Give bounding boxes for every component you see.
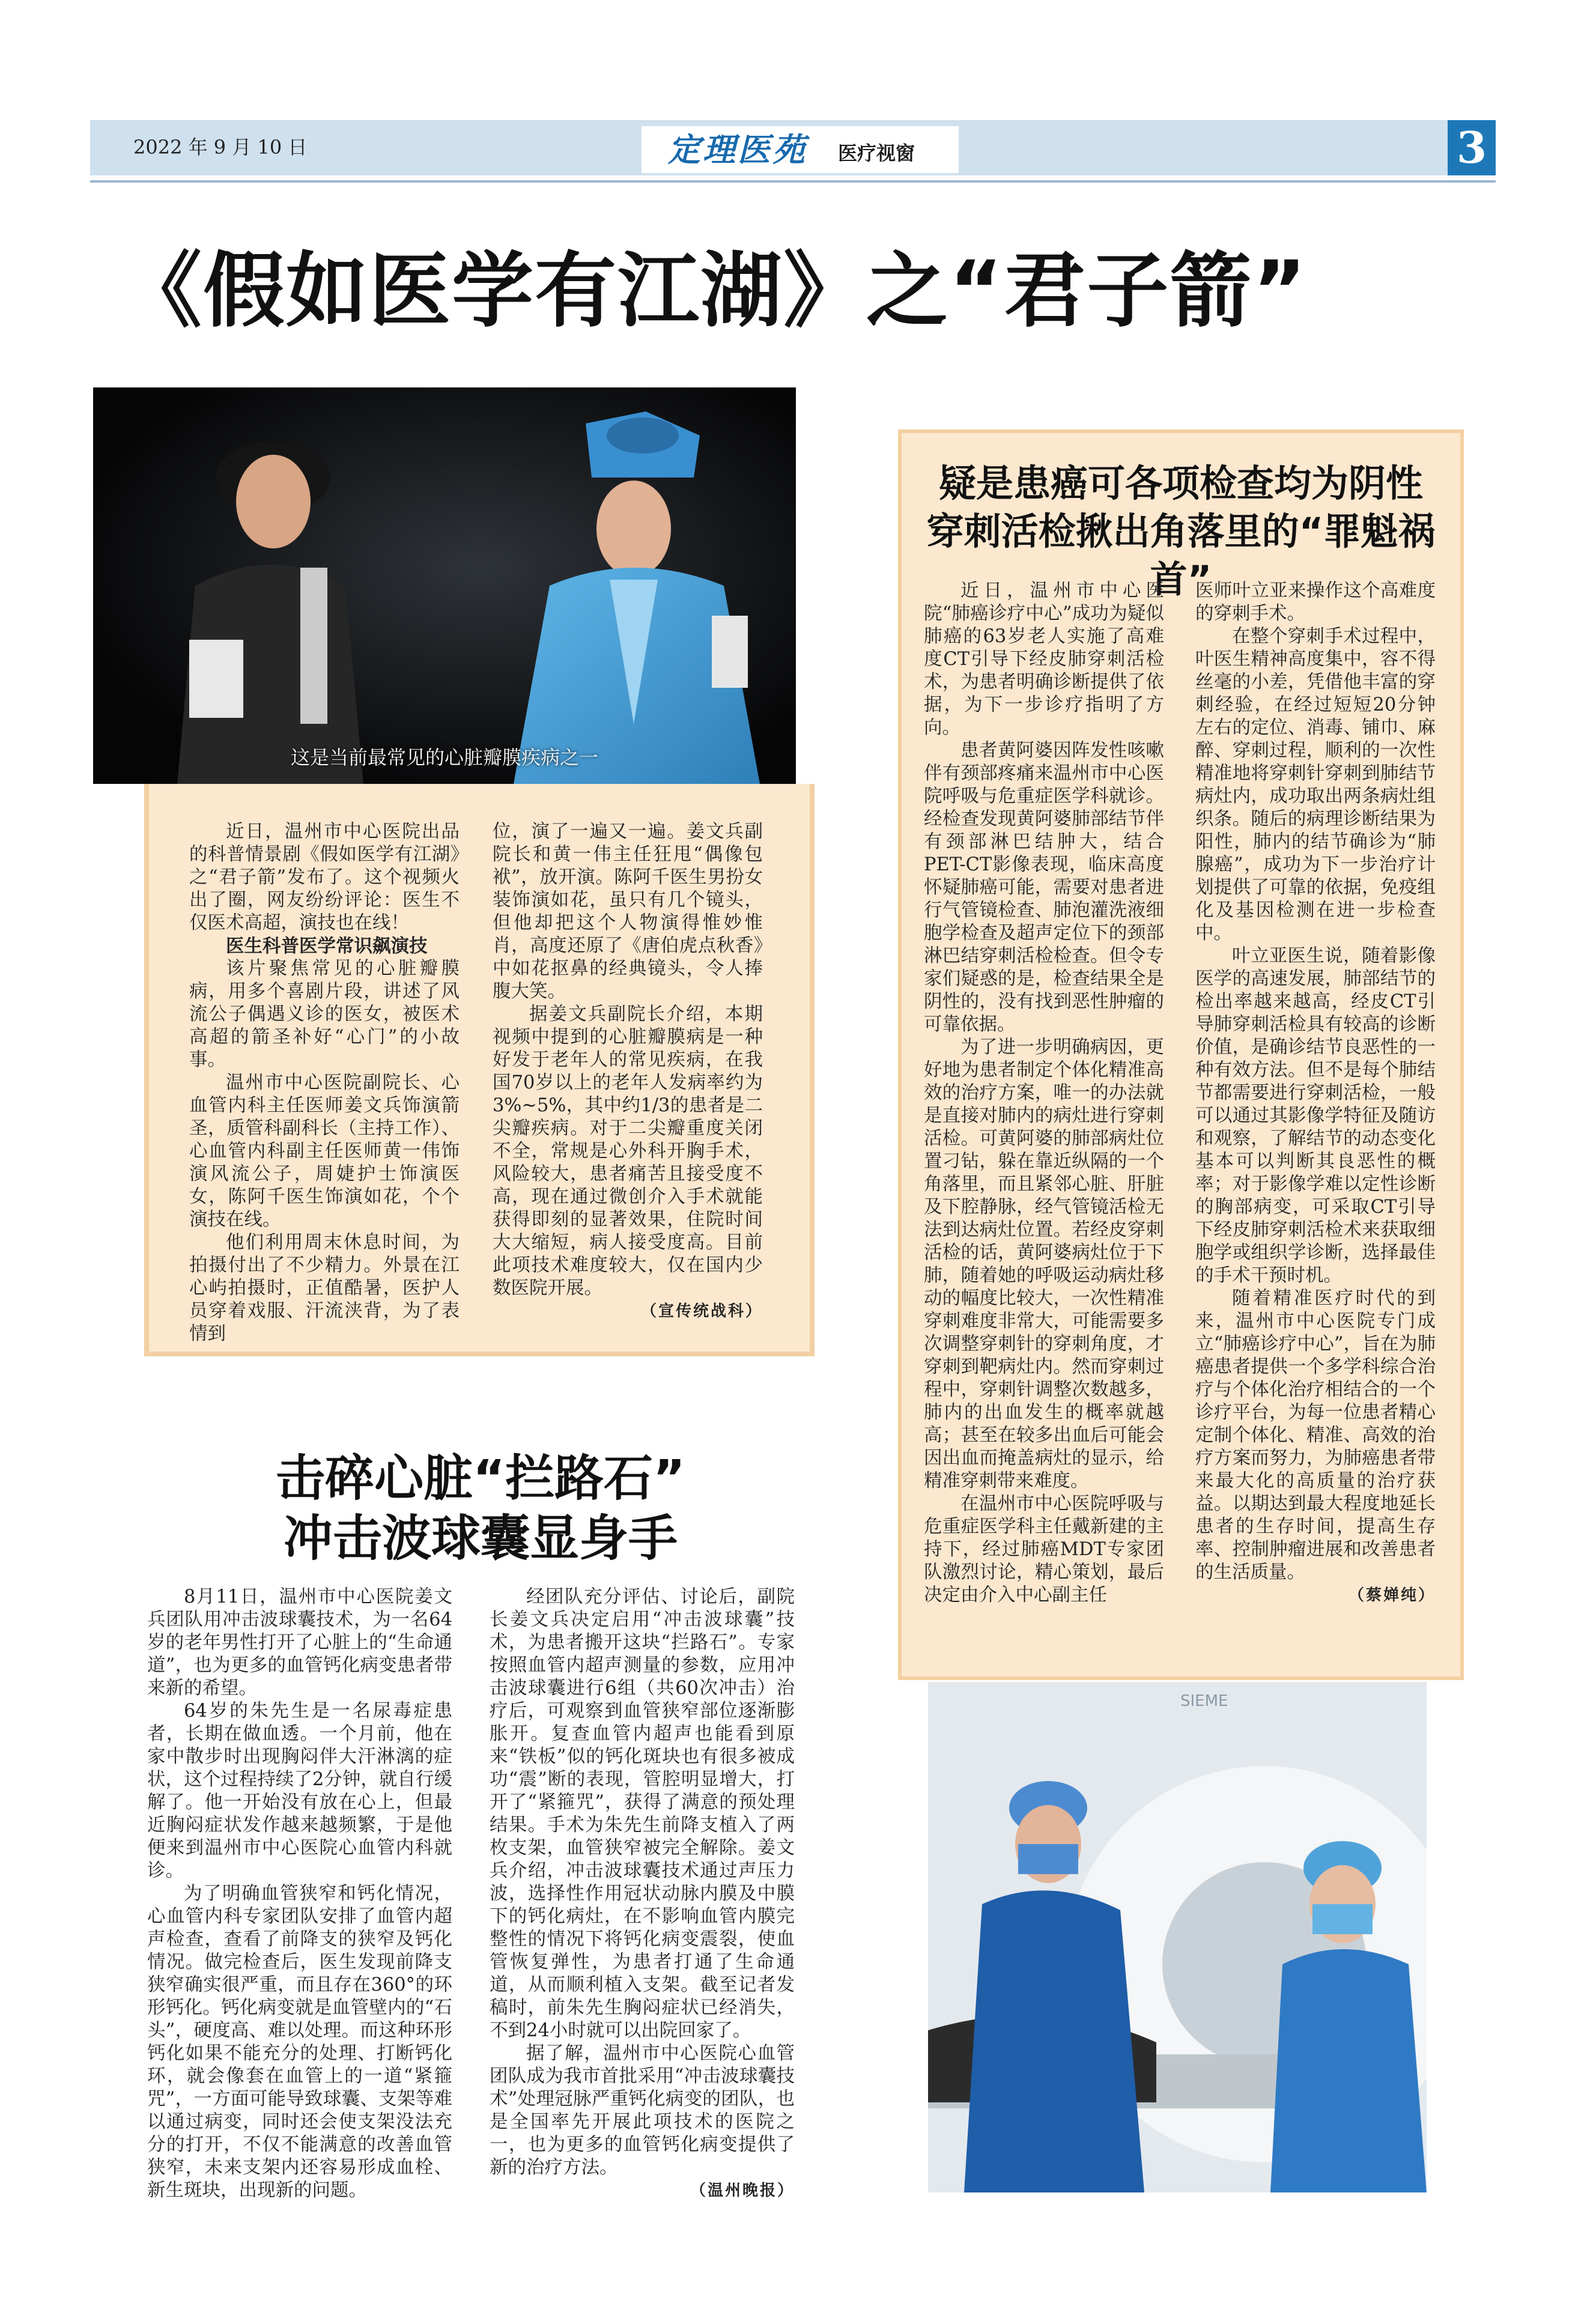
article2-credit: （温州晚报） <box>690 2182 795 2200</box>
page-number: 3 <box>1448 120 1496 175</box>
header-date: 2022 年 9 月 10 日 <box>133 136 308 159</box>
svg-text:SIEME: SIEME <box>1180 1692 1228 1710</box>
article2-p4: 经团队充分评估、讨论后，副院长姜文兵决定启用“冲击波球囊”技术，为患者搬开这块“拦路石”。专家按照血管内超声测量的参数，应用冲击波球囊进行6组（共60次冲击）治疗后，可观察到血管狭窄部位逐渐膨胀开。复查血管内超声也能看到原来“铁板”似的钙化斑块也有很多被成功“震”断的表现，管腔明显增大，打开了“紧箍咒”，获得了满意的预处理结果。手术为朱先生前降支植入了两枚支架，血管狭窄被完全解除。姜文兵介绍，冲击波球囊技术通过声压力波，选择性作用冠状动脉内膜及中膜下的钙化病灶，在不影响血管内膜完整性的情况下将钙化病变震裂，使血管恢复弹性，为患者打通了生命通道，从而顺利植入支架。截至记者发稿时，前朱先生胸闷症状已经消失，不到24小时就可以出院回家了。 <box>490 1586 795 2041</box>
article3-headline-line1: 疑是患癌可各项检查均为阴性 <box>938 461 1423 505</box>
article3-p6: 在整个穿刺手术过程中，叶医生精神高度集中，容不得丝毫的小差，凭借他丰富的穿刺经验，在经过短短20分钟左右的定位、消毒、铺巾、麻醉、穿刺过程，顺利的一次性精准地将穿刺针穿刺到肺结节病灶内，成功取出两条病灶组织条。随后的病理诊断结果为阳性，肺内的结节确诊为“肺腺癌”，成功为下一步治疗计划提供了可靠的依据，免疫组化及基因检测在进一步检查中。 <box>1195 626 1436 944</box>
article1-p6: 据姜文兵副院长介绍，本期视频中提到的心脏瓣膜病是一种好发于老年人的常见疾病，在我国70岁以上的老年人发病率约为3%~5%，其中约1/3的患者是二尖瓣疾病。对于二尖瓣重度关闭不全，常规是心外科开胸手术，风险较大，患者痛苦且接受度不高，现在通过微创介入手术就能获得即刻的显著效果，住院时间大大缩短，病人接受度高。目前此项技术难度较大，仅在国内少数医院开展。 <box>493 1004 763 1299</box>
article3-p5: 医师叶立亚来操作这个高难度的穿刺手术。 <box>1195 580 1436 624</box>
article2-p3: 为了明确血管狭窄和钙化情况，心血管内科专家团队安排了血管内超声检查，查看了前降支的狭窄及钙化情况。做完检查后，医生发现前降支狭窄确实很严重，而且存在360°的环形钙化。钙化病变就是血管壁内的“石头”，硬度高、难以处理。而这种环形钙化如果不能充分的处理、打断钙化环，就会像套在血管上的一道“紧箍咒”，一方面可能导致球囊、支架等难以通过病变，同时还会使支架没法充分的打开，不仅不能满意的改善血管狭窄，未来支架内还容易形成血栓、新生斑块，出现新的问题。 <box>147 1883 452 2201</box>
masthead-logo: 定理医苑 <box>668 130 807 169</box>
article1-p5: 位，演了一遍又一遍。姜文兵副院长和黄一伟主任狂甩“偶像包袱”，放开演。陈阿千医生男扮女装饰演如花，虽只有几个镜头，但他却把这个人物演得惟妙惟肖，高度还原了《唐伯虎点秋香》中如花抠鼻的经典镜头，令人捧腹大笑。 <box>493 821 763 1002</box>
article3-p2: 患者黄阿婆因阵发性咳嗽伴有颈部疼痛来温州市中心医院呼吸与危重症医学科就诊。经检查发现黄阿婆肺部结节伴有颈部淋巴结肿大，结合PET-CT影像表现，临床高度怀疑肺癌可能，需要对患者进行气管镜检查、肺泡灌洗液细胞学检查及超声定位下的颈部淋巴结穿刺活检检查。但令专家们疑惑的是，检查结果全是阴性的，没有找到恶性肿瘤的可靠依据。 <box>924 740 1164 1035</box>
article1-p4: 他们利用周末休息时间，为拍摄付出了不少精力。外景在江心屿拍摄时，正值酷暑，医护人员穿着戏服、汗流浃背，为了表情到 <box>189 1232 460 1344</box>
article2-p2: 64岁的朱先生是一名尿毒症患者，长期在做血透。一个月前，他在家中散步时出现胸闷伴大汗淋漓的症状，这个过程持续了2分钟，就自行缓解了。他一开始没有放在心上，但最近胸闷症状发作越来越频繁，于是他便来到温州市中心医院心血管内科就诊。 <box>147 1701 452 1881</box>
article3-col2 <box>1195 580 1436 1607</box>
article1-credit: （宣传统战科） <box>640 1302 763 1320</box>
video-caption: 这是当前最常见的心脏瓣膜疾病之一 <box>290 746 598 769</box>
article2-headline-line1: 击碎心脏“拦路石” <box>276 1450 685 1507</box>
article3-p4: 在温州市中心医院呼吸与危重症医学科主任戴新建的主持下，经过肺癌MDT专家团队激烈讨论，精心策划，最后决定由介入中心副主任 <box>924 1493 1164 1606</box>
stage-photo-art <box>93 387 796 784</box>
article3-p8: 随着精准医疗时代的到来，温州市中心医院专门成立“肺癌诊疗中心”，旨在为肺癌患者提供一个多学科综合治疗与个体化治疗相结合的一个诊疗平台，为每一位患者精心定制个体化、精准、高效的治疗方案而努力，为肺癌患者带来最大化的高质量的治疗获益。以期达到最大程度地延长患者的生存时间，提高生存率、控制肿瘤进展和改善患者的生活质量。 <box>1195 1288 1436 1583</box>
section-label: 医疗视窗 <box>838 142 915 165</box>
article1-col2 <box>493 821 763 1323</box>
main-headline: 《假如医学有江湖》之“君子箭” <box>120 244 1308 339</box>
article1-col1 <box>189 821 460 1346</box>
article2-p1: 8月11日，温州市中心医院姜文兵团队用冲击波球囊技术，为一名64岁的老年男性打开了心脏上的“生命通道”，也为更多的血管钙化病变患者带来新的希望。 <box>147 1586 452 1699</box>
article2-col1 <box>147 1586 452 2202</box>
article3-credit: （蔡婵纯） <box>1348 1586 1436 1604</box>
article3-col1 <box>924 580 1164 1607</box>
article2-col2 <box>490 1586 795 2202</box>
header-rule <box>90 180 1496 183</box>
article2-p5: 据了解，温州市中心医院心血管团队成为我市首批采用“冲击波球囊技术”处理冠脉严重钙化病变的团队，也是全国率先开展此项技术的医院之一，也为更多的血管钙化病变提供了新的治疗方法。 <box>490 2043 795 2178</box>
stage-performance-photo <box>93 387 796 784</box>
article3-p3: 为了进一步明确病因，更好地为患者制定个体化精准高效的治疗方案，唯一的办法就是直接对肺内的病灶进行穿刺活检。可黄阿婆的肺部病灶位置刁钻，躲在靠近纵隔的一个角落里，而且紧邻心脏、肝脏及下腔静脉，经气管镜活检无法到达病灶位置。若经皮穿刺活检的话，黄阿婆病灶位于下肺，随着她的呼吸运动病灶移动的幅度比较大，一次性精准穿刺难度非常大，可能需要多次调整穿刺针的穿刺角度，才穿刺到靶病灶内。然而穿刺过程中，穿刺针调整次数越多，肺内的出血发生的概率就越高；甚至在较多出血后可能会因出血而掩盖病灶的显示，给精准穿刺带来难度。 <box>924 1037 1164 1491</box>
article1-p3: 温州市中心医院副院长、心血管内科主任医师姜文兵饰演箭圣，质管科副科长（主持工作）、心血管内科副主任医师黄一伟饰演风流公子，周婕护士饰演医女，陈阿千医生饰演如花，个个演技在线。 <box>189 1072 460 1230</box>
ct-photo-art <box>928 1682 1427 2192</box>
article1-p2: 该片聚焦常见的心脏瓣膜病，用多个喜剧片段，讲述了风流公子偶遇义诊的医女，被医术高超的箭圣补好“心门”的小故事。 <box>189 958 460 1070</box>
article2-headline-line2: 冲击波球囊显身手 <box>283 1510 678 1567</box>
article3-headline-line2: 穿刺活检揪出角落里的“罪魁祸首” <box>926 509 1436 601</box>
article3-p1: 近日，温州市中心医院“肺癌诊疗中心”成功为疑似肺癌的63岁老人实施了高难度CT引导下经皮肺穿刺活检术，为患者明确诊断提供了依据，为下一步诊疗指明了方向。 <box>924 580 1164 738</box>
article3-p7: 叶立亚医生说，随着影像医学的高速发展，肺部结节的检出率越来越高，经皮CT引导肺穿刺活检具有较高的诊断价值，是确诊结节良恶性的一种有效方法。但不是每个肺结节都需要进行穿刺活检，一般可以通过其影像学特征及随访和观察，了解结节的动态变化基本可以判断其良恶性的概率；对于影像学难以定性诊断的胸部病变，可采取CT引导下经皮肺穿刺活检术来获取细胞学或组织学诊断，选择最佳的手术干预时机。 <box>1195 945 1436 1286</box>
article1-subhead: 医生科普医学常识飙演技 <box>226 935 428 957</box>
article1-p1: 近日，温州市中心医院出品的科普情景剧《假如医学有江湖》之“君子箭”发布了。这个视频火出了圈，网友纷纷评论：医生不仅医术高超，演技也在线！ <box>189 821 460 933</box>
ct-room-photo <box>928 1682 1427 2192</box>
